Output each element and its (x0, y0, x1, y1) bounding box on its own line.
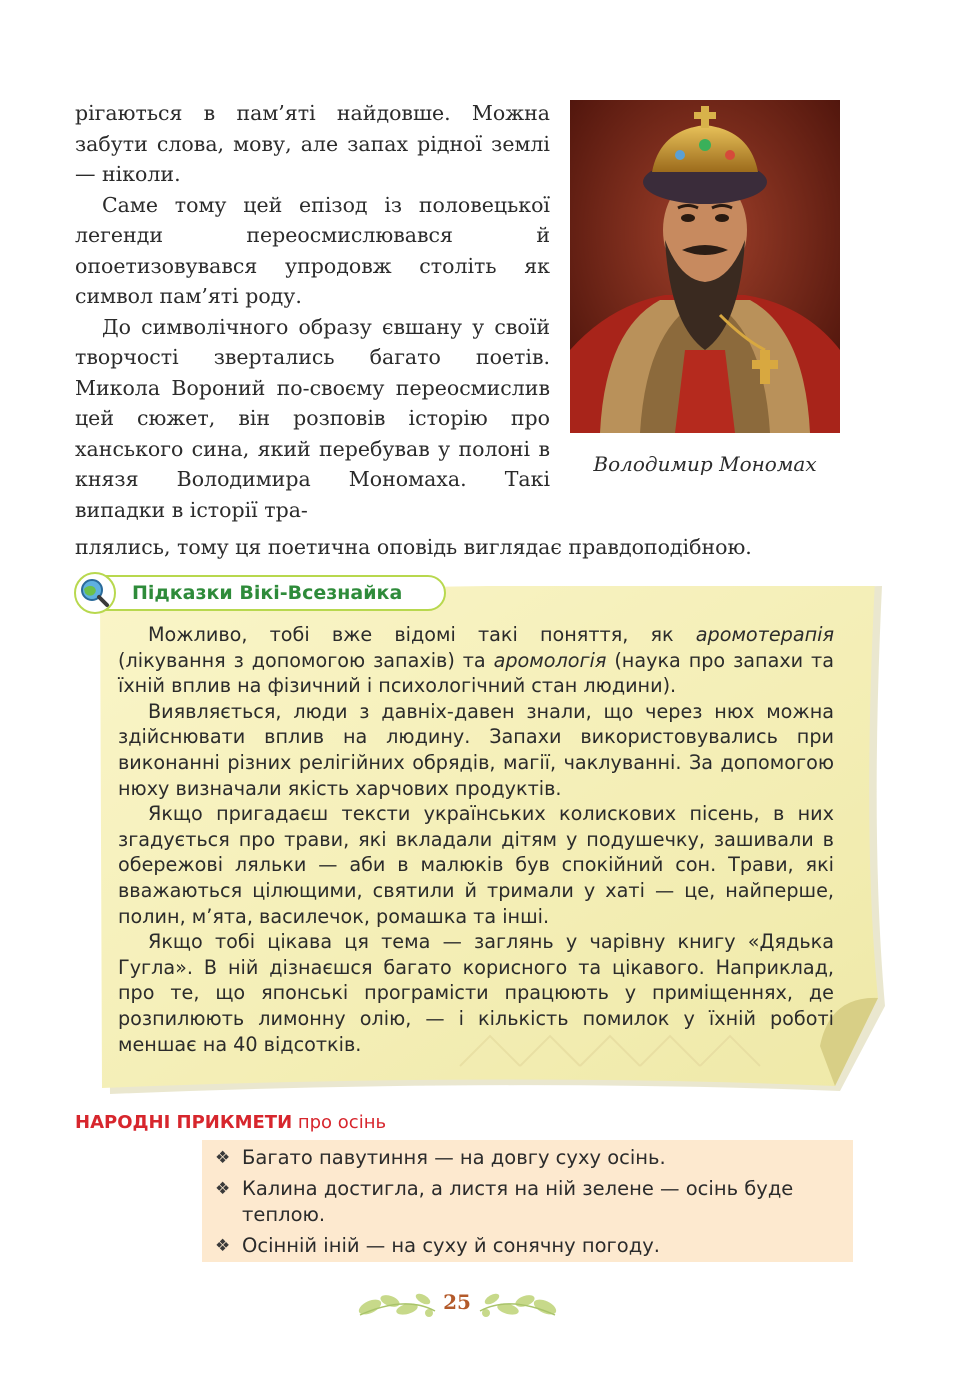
diamond-bullet-icon: ❖ (215, 1236, 231, 1256)
portrait-illustration (570, 100, 840, 433)
omen-text: Багато павутиння — на довгу суху осінь. (242, 1146, 666, 1169)
paragraph-3-last-line: плялись, тому ця поетична оповідь виглядає правдоподібною. (75, 535, 752, 559)
list-item (215, 1233, 840, 1259)
paragraph-3: До символічного образу євшану у своїй творчості звертались багато поетів. Микола Вороний по-своєму переосмислив цей сюжет, він розповів історію про ханського сина, який перебував у полоні в князя Володимира Мономаха. Такі випадки в історії тра- (75, 314, 550, 522)
note-paragraph-1 (118, 622, 834, 699)
note-title-pill (78, 575, 446, 611)
note-paragraph-2: Виявляється, люди з давніх-давен знали, що через нюх можна здійснювати вплив на людину. Запахи використовувались при виконанні різних релігійних обрядів, магії, чаклуванні. За допомогою нюху визначали якість харчових продуктів. (118, 699, 834, 800)
omens-heading-strong: НАРОДНІ ПРИКМЕТИ (75, 1112, 293, 1133)
main-text-column (75, 98, 550, 525)
omens-heading-rest: про осінь (292, 1112, 387, 1133)
note-body (118, 622, 834, 1057)
page-number: 25 (443, 1290, 471, 1314)
omens-heading (75, 1112, 386, 1133)
note-text: Можливо, тобі вже відомі такі поняття, як (148, 623, 696, 646)
diamond-bullet-icon: ❖ (215, 1179, 231, 1199)
list-item (215, 1176, 840, 1228)
paragraph-1: рігаються в пам’яті найдовше. Можна забути слова, мову, але запах рідної землі — ніколи. (75, 101, 550, 186)
term-aromatherapy: аромотерапія (695, 623, 834, 646)
omens-list (215, 1145, 840, 1264)
portrait-image (570, 100, 840, 433)
omen-text: Калина достигла, а листя на ній зелене — осінь буде теплою. (242, 1177, 794, 1226)
note-text: (лікування з допомогою запахів) та (118, 648, 494, 672)
note-text: (наука про запахи та їхній вплив на фізичний і психологічний стан людини). (118, 648, 834, 698)
note-paragraph-3: Якщо пригадаєш тексти українських колискових пісень, в них згадується про трави, які вкладали дітям у подушечку, зашивали в обережові ляльки — аби в малюків був спокійний сон. Трави, які вважаються цілющими, святили й тримали у хаті — це, найперше, полин, м’ята, василечок, ромашка та інші. (118, 802, 834, 928)
globe-magnifier-icon (74, 572, 116, 614)
paragraph-2: Саме тому цей епізод із половецької легенди переосмислювався й опоетизовувався упродовж століть як символ пам’яті роду. (75, 192, 550, 308)
note-paragraph-4: Якщо тобі цікава ця тема — заглянь у чарівну книгу «Дядька Гугла». В ній дізнаєшся багато корисного та цікавого. Наприклад, про те, що японські програмісти працюють у приміщеннях, де розпилюють лимонну олію, — і кількість помилок у їхній роботі меншає на 40 відсотків. (118, 930, 834, 1056)
note-title: Підказки Вікі-Всезнайка (132, 582, 403, 604)
term-aromology: аромологія (493, 648, 607, 672)
portrait-caption: Володимир Мономах (593, 452, 817, 476)
diamond-bullet-icon: ❖ (215, 1148, 231, 1168)
omen-text: Осінній іній — на суху й сонячну погоду. (242, 1234, 660, 1257)
list-item (215, 1145, 840, 1171)
